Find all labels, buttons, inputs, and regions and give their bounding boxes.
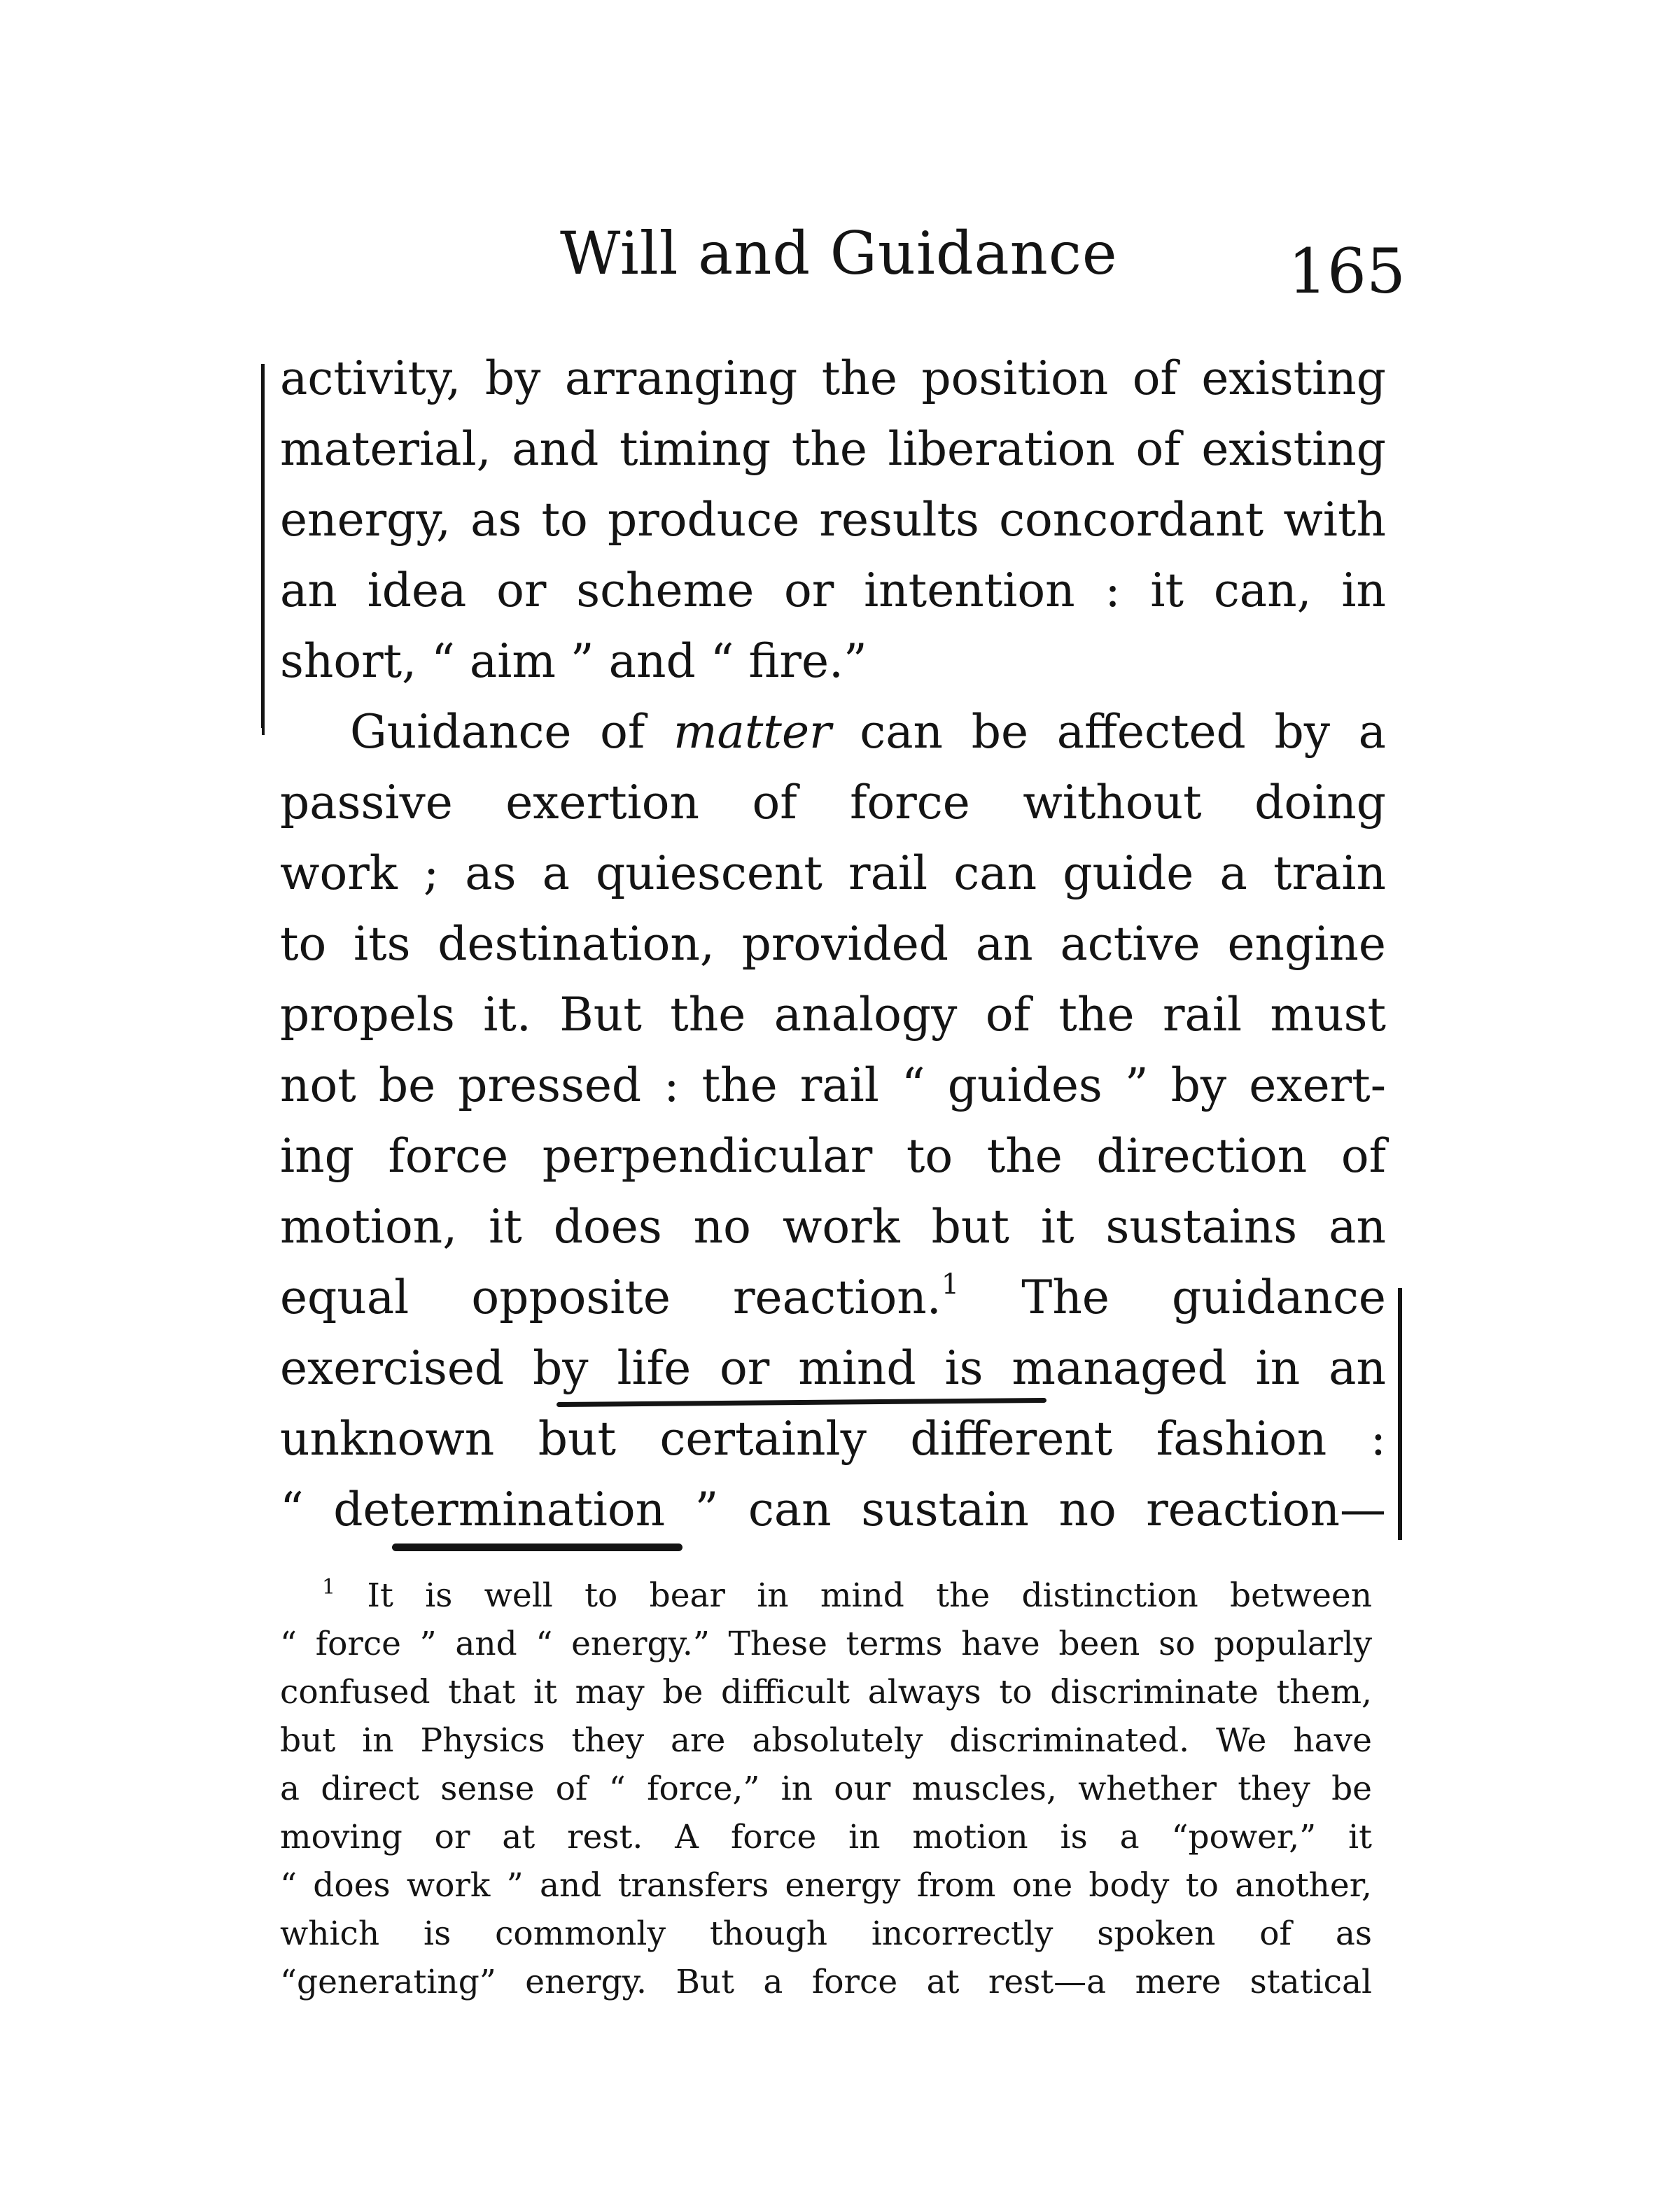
footnote-marker: 1 xyxy=(322,1575,336,1600)
footnote-line: “ force ” and “ energy.” These terms have been so popularly xyxy=(280,1625,1372,1663)
text-run: The guidance xyxy=(959,1270,1386,1324)
body-line: not be pressed : the rail “ guides ” by exert- xyxy=(280,1058,1386,1112)
body-line: to its destination, provided an active engine xyxy=(280,917,1386,971)
body-line: exercised by life or mind is managed in an xyxy=(280,1341,1386,1395)
footnote-line: “ does work ” and transfers energy from one body to another, xyxy=(280,1866,1372,1905)
footnote-line: a direct sense of “ force,” in our muscles, whether they be xyxy=(280,1770,1372,1808)
footnote xyxy=(280,1572,1372,2006)
body-text xyxy=(280,343,1386,1545)
body-line: motion, it does no work but it sustains an xyxy=(280,1200,1386,1254)
body-line: an idea or scheme or intention : it can, in xyxy=(280,564,1386,617)
paragraph-start-line xyxy=(280,696,1386,767)
body-line: work ; as a quiescent rail can guide a train xyxy=(280,846,1386,900)
italic-word: matter xyxy=(673,705,832,759)
margin-line-left xyxy=(261,364,265,728)
footnote-line: which is commonly though incorrectly spoken of as xyxy=(280,1914,1372,1953)
text-run: can be affected by a xyxy=(831,705,1386,759)
body-line: short, “ aim ” and “ fire.” xyxy=(280,634,867,688)
margin-line-right xyxy=(1398,1288,1402,1540)
body-line-with-footnote-ref xyxy=(280,1262,1386,1333)
body-line: unknown but certainly different fashion : xyxy=(280,1412,1386,1466)
text-run: It is well to bear in mind the distinction between xyxy=(367,1576,1372,1615)
text-run: Guidance of xyxy=(350,705,673,759)
body-line: energy, as to produce results concordant with xyxy=(280,493,1386,547)
page-number: 165 xyxy=(1288,235,1406,307)
body-line: activity, by arranging the position of existing xyxy=(280,351,1386,405)
footnote-line: confused that it may be difficult always to discriminate them, xyxy=(280,1673,1372,1712)
body-line: material, and timing the liberation of existing xyxy=(280,422,1386,476)
running-title: Will and Guidance xyxy=(560,219,1118,288)
body-line: passive exertion of force without doing xyxy=(280,776,1386,830)
margin-tick-left xyxy=(262,720,265,735)
body-line: propels it. But the analogy of the rail must xyxy=(280,988,1386,1042)
footnote-line: but in Physics they are absolutely discriminated. We have xyxy=(280,1721,1372,1760)
footnote-line: moving or at rest. A force in motion is a “power,” it xyxy=(280,1818,1372,1856)
body-line: ing force perpendicular to the direction of xyxy=(280,1129,1386,1183)
text-run: equal opposite reaction. xyxy=(280,1270,941,1324)
footnote-line: “generating” energy. But a force at rest—a mere statical xyxy=(280,1963,1372,2001)
footnote-line xyxy=(280,1572,1372,1620)
underline-mark xyxy=(392,1544,682,1551)
footnote-reference[interactable]: 1 xyxy=(941,1268,960,1301)
body-line: “ determination ” can sustain no reaction— xyxy=(280,1483,1386,1536)
